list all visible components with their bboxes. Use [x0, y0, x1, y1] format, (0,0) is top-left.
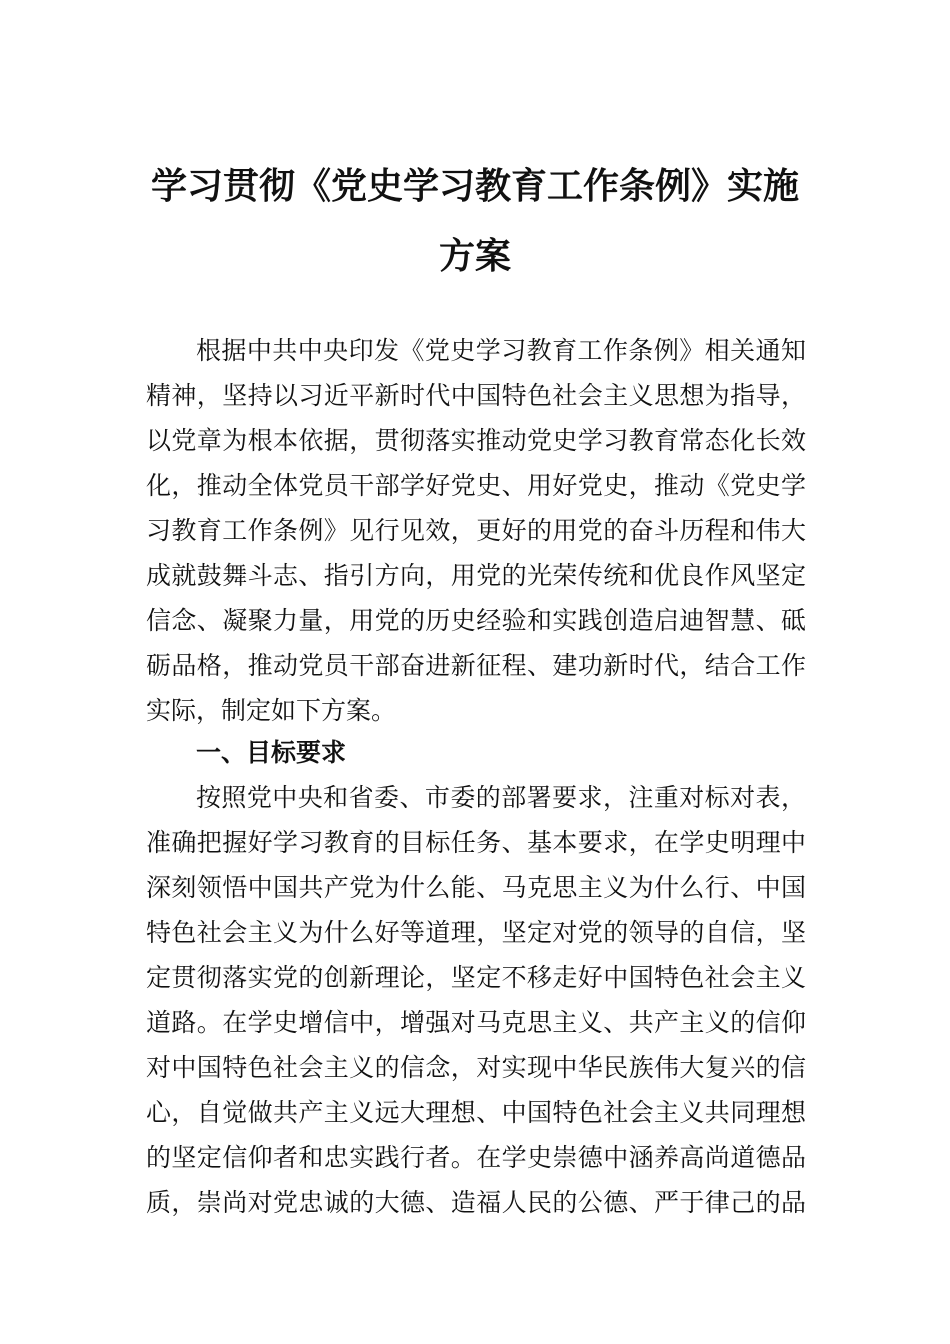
paragraph-line: 按照党中央和省委、市委的部署要求，注重对标对表，	[196, 783, 806, 812]
paragraph-line: 质，崇尚对党忠诚的大德、造福人民的公德、严于律己的品	[146, 1188, 806, 1217]
paragraph-line: 根据中共中央印发《党史学习教育工作条例》相关通知	[196, 336, 806, 365]
paragraph-line: 特色社会主义为什么好等道理，坚定对党的领导的自信，坚	[146, 918, 806, 947]
paragraph-line: 砺品格，推动党员干部奋进新征程、建功新时代，结合工作	[146, 651, 806, 680]
paragraph-line: 化，推动全体党员干部学好党史、用好党史，推动《党史学	[146, 471, 806, 500]
paragraph-line: 的坚定信仰者和忠实践行者。在学史崇德中涵养高尚道德品	[146, 1143, 806, 1172]
document-title-line-1: 学习贯彻《党史学习教育工作条例》实施	[150, 165, 799, 207]
paragraph-line: 实际，制定如下方案。	[146, 696, 397, 725]
paragraph-line: 道路。在学史增信中，增强对马克思主义、共产主义的信仰	[146, 1008, 806, 1037]
paragraph-line: 以党章为根本依据，贯彻落实推动党史学习教育常态化长效	[146, 426, 806, 455]
paragraph-line: 精神，坚持以习近平新时代中国特色社会主义思想为指导，	[146, 381, 806, 410]
paragraph-line: 习教育工作条例》见行见效，更好的用党的奋斗历程和伟大	[146, 516, 806, 545]
section-heading: 一、目标要求	[196, 738, 347, 767]
paragraph-line: 对中国特色社会主义的信念，对实现中华民族伟大复兴的信	[146, 1053, 806, 1082]
paragraph-line: 信念、凝聚力量，用党的历史经验和实践创造启迪智慧、砥	[146, 606, 806, 635]
paragraph-line: 心，自觉做共产主义远大理想、中国特色社会主义共同理想	[146, 1098, 806, 1127]
paragraph-line: 定贯彻落实党的创新理论，坚定不移走好中国特色社会主义	[146, 963, 806, 992]
paragraph-line: 准确把握好学习教育的目标任务、基本要求，在学史明理中	[146, 828, 806, 857]
paragraph-line: 深刻领悟中国共产党为什么能、马克思主义为什么行、中国	[146, 873, 806, 902]
document-title-line-2: 方案	[438, 235, 511, 277]
paragraph-line: 成就鼓舞斗志、指引方向，用党的光荣传统和优良作风坚定	[146, 561, 806, 590]
